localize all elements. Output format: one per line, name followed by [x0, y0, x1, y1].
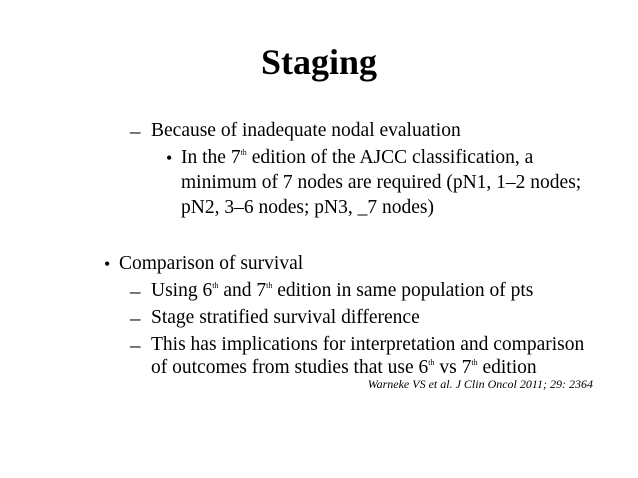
dash-marker: –	[130, 306, 141, 330]
bullet-marker: •	[104, 254, 111, 274]
nested-bullet-line-1	[181, 146, 533, 170]
text-segment: edition of the AJCC classification, a	[246, 147, 534, 168]
text-segment: In the 7	[181, 147, 241, 168]
text-segment: vs 7	[434, 357, 472, 378]
sub-item-nodal-evaluation: Because of inadequate nodal evaluation	[151, 120, 461, 141]
bullet-marker: •	[166, 148, 173, 168]
dash-marker: –	[130, 333, 141, 357]
text-segment: Using 6	[151, 280, 213, 301]
nested-bullet-line-3: pN2, 3–6 nodes; pN3, _7 nodes)	[181, 197, 434, 218]
dash-marker: –	[130, 279, 141, 303]
dash-marker: –	[130, 119, 141, 143]
superscript: th	[471, 358, 478, 367]
text-segment: of outcomes from studies that use 6	[151, 357, 429, 378]
superscript: th	[266, 281, 273, 290]
text-segment: and 7	[218, 280, 267, 301]
sub-item-implications-line-1: This has implications for interpretation and comparison	[151, 334, 585, 355]
sub-item-stage-stratified: Stage stratified survival difference	[151, 307, 420, 328]
superscript: th	[212, 281, 219, 290]
slide-title: Staging	[260, 42, 378, 82]
superscript: th	[240, 148, 247, 157]
citation: Warneke VS et al. J Clin Oncol 2011; 29: 2364	[367, 377, 593, 391]
text-segment: edition	[477, 357, 537, 378]
text-segment: edition in same population of pts	[272, 280, 534, 301]
sub-item-editions	[151, 279, 533, 303]
main-bullet-comparison: Comparison of survival	[119, 253, 304, 274]
superscript: th	[428, 358, 435, 367]
nested-bullet-line-2: minimum of 7 nodes are required (pN1, 1–2 nodes;	[181, 172, 582, 193]
